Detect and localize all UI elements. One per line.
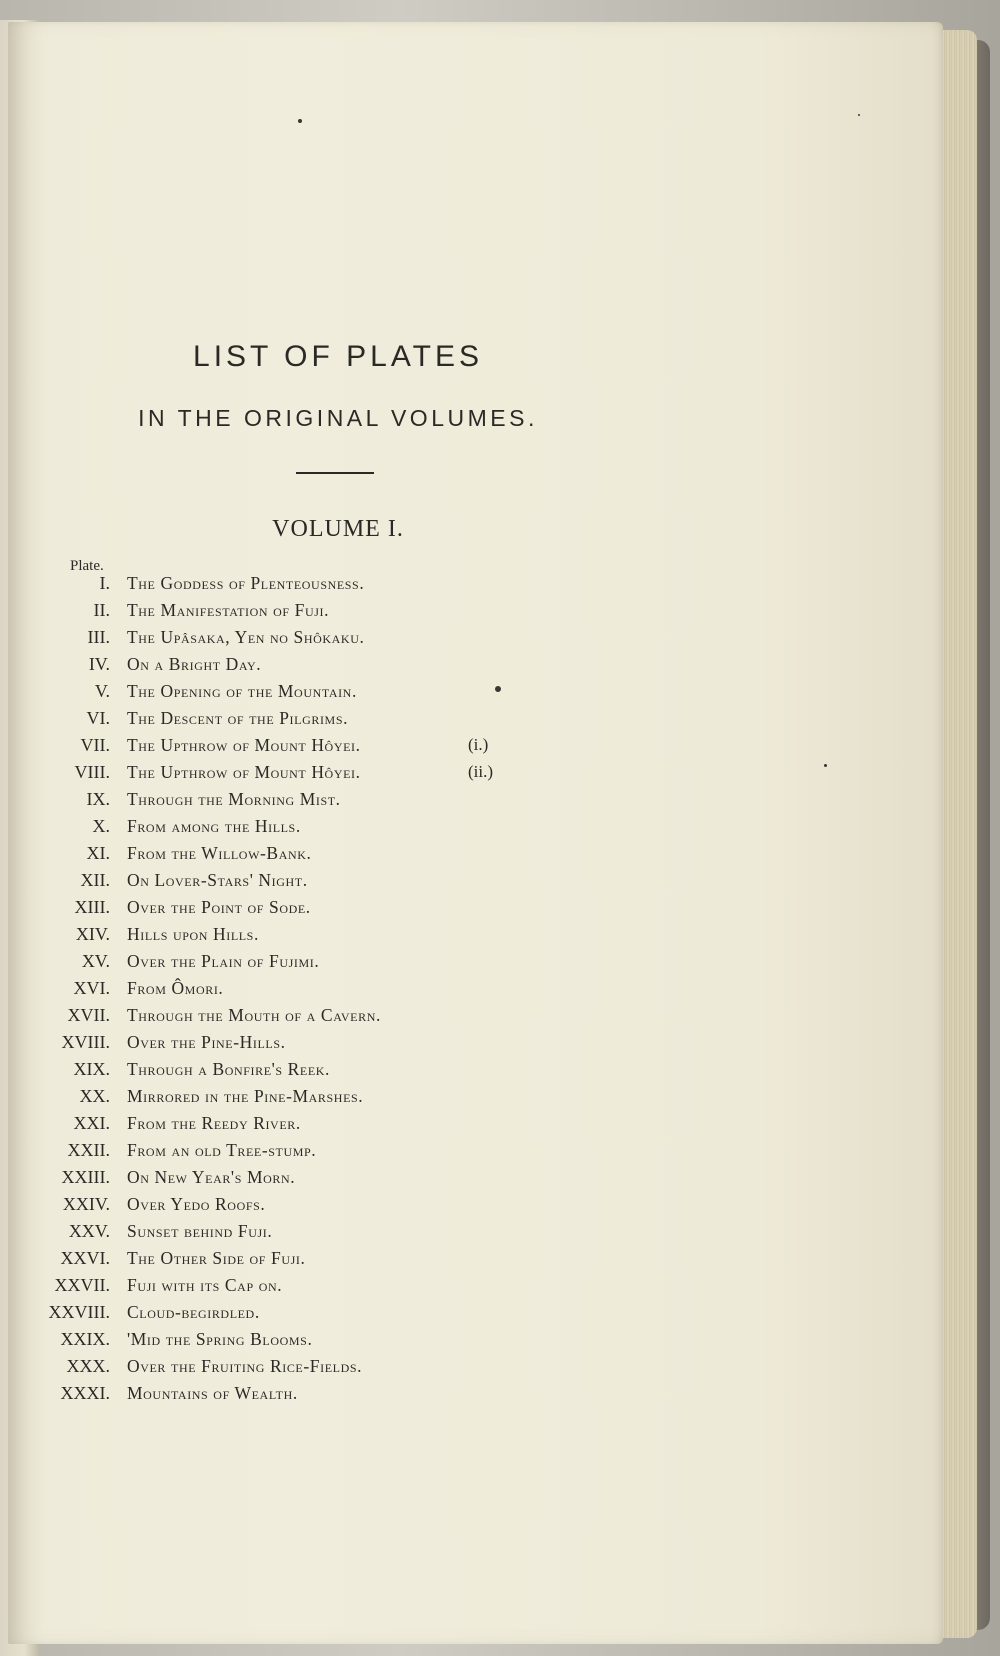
plate-numeral: XXX. xyxy=(66,1356,110,1376)
plate-title: Through a Bonfire's Reek. xyxy=(127,1059,331,1079)
plate-entry xyxy=(8,1137,608,1164)
plate-title: From among the Hills. xyxy=(127,816,301,836)
plate-numeral: XI. xyxy=(86,843,110,863)
plate-title: From the Reedy River. xyxy=(127,1113,301,1133)
plate-numeral: VII. xyxy=(80,735,110,755)
plate-numeral: XX. xyxy=(79,1086,110,1106)
plate-entry xyxy=(8,1353,608,1380)
plate-entry xyxy=(8,1218,608,1245)
plate-title: Over the Point of Sode. xyxy=(127,897,311,917)
plate-entry xyxy=(8,1326,608,1353)
plate-entry xyxy=(8,732,608,759)
plate-numeral: I. xyxy=(99,573,110,593)
plate-numeral: XVIII. xyxy=(61,1032,110,1052)
plate-entry xyxy=(8,840,608,867)
plate-title: Mirrored in the Pine-Marshes. xyxy=(127,1086,364,1106)
plate-numeral: XXXI. xyxy=(60,1383,110,1403)
plate-numeral: XV. xyxy=(81,951,110,971)
plate-entry xyxy=(8,651,608,678)
plate-entry xyxy=(8,786,608,813)
plate-entry xyxy=(8,813,608,840)
plate-title: Through the Mouth of a Cavern. xyxy=(127,1005,381,1025)
plate-title: Through the Morning Mist. xyxy=(127,789,341,809)
plate-title: Mountains of Wealth. xyxy=(127,1383,298,1403)
volume-heading: VOLUME I. xyxy=(272,516,404,542)
plate-entry xyxy=(8,759,608,786)
plate-title: 'Mid the Spring Blooms. xyxy=(127,1329,313,1349)
paper-speck xyxy=(858,114,860,116)
plate-entry xyxy=(8,624,608,651)
plate-entry xyxy=(8,678,608,705)
plate-title: Over the Pine-Hills. xyxy=(127,1032,286,1052)
book-page xyxy=(8,22,943,1644)
plate-title: Fuji with its Cap on. xyxy=(127,1275,283,1295)
plate-numeral: XXIV. xyxy=(62,1194,110,1214)
plate-numeral: XXVIII. xyxy=(48,1302,110,1322)
plate-title: From the Willow-Bank. xyxy=(127,843,312,863)
plate-numeral: VI. xyxy=(86,708,110,728)
plate-title: On a Bright Day. xyxy=(127,654,262,674)
plate-title: From an old Tree-stump. xyxy=(127,1140,317,1160)
plate-title: The Opening of the Mountain. xyxy=(127,681,357,701)
plate-numeral: XXIII. xyxy=(61,1167,110,1187)
plate-numeral: XXIX. xyxy=(60,1329,110,1349)
plate-entry xyxy=(8,1380,608,1407)
title-divider xyxy=(296,472,374,474)
plate-label-text: Plate. xyxy=(70,558,104,574)
plate-numeral: XIV. xyxy=(75,924,110,944)
plate-numeral: X. xyxy=(92,816,110,836)
plate-title: Cloud-begirdled. xyxy=(127,1302,260,1322)
plate-list xyxy=(8,570,608,1407)
plate-entry xyxy=(8,1272,608,1299)
plate-title: The Descent of the Pilgrims. xyxy=(127,708,349,728)
plate-entry xyxy=(8,1029,608,1056)
plate-title: The Goddess of Plenteousness. xyxy=(127,573,365,593)
plate-entry xyxy=(8,1191,608,1218)
plate-title: On Lover-Stars' Night. xyxy=(127,870,308,890)
plate-entry xyxy=(8,894,608,921)
plate-entry xyxy=(8,1002,608,1029)
plate-title: The Upthrow of Mount Hôyei. xyxy=(127,735,361,755)
plate-numeral: XXVI. xyxy=(60,1248,110,1268)
plate-numeral: XXV. xyxy=(68,1221,110,1241)
paper-speck xyxy=(824,764,827,767)
plate-entry xyxy=(8,975,608,1002)
plate-numeral: IV. xyxy=(88,654,110,674)
plate-numeral: XVI. xyxy=(73,978,110,998)
plate-entry xyxy=(8,1110,608,1137)
plate-entry xyxy=(8,1299,608,1326)
plate-numeral: XXVII. xyxy=(54,1275,110,1295)
plate-entry xyxy=(8,921,608,948)
plate-entry xyxy=(8,948,608,975)
plate-part-marker: (i.) xyxy=(468,735,489,754)
plate-part-marker: (ii.) xyxy=(468,762,494,781)
plate-numeral: XII. xyxy=(80,870,110,890)
plate-title: Sunset behind Fuji. xyxy=(127,1221,273,1241)
plate-entry xyxy=(8,1056,608,1083)
paper-speck xyxy=(298,119,302,123)
plate-entry xyxy=(8,705,608,732)
plate-title: From Ômori. xyxy=(127,978,224,998)
plate-numeral: XIII. xyxy=(74,897,110,917)
plate-numeral: XXI. xyxy=(73,1113,110,1133)
page-title: LIST OF PLATES xyxy=(193,340,483,373)
plate-numeral: V. xyxy=(94,681,110,701)
plate-numeral: XVII. xyxy=(67,1005,110,1025)
plate-title: The Manifestation of Fuji. xyxy=(127,600,330,620)
plate-entry xyxy=(8,867,608,894)
plate-numeral: III. xyxy=(87,627,110,647)
plate-entry xyxy=(8,597,608,624)
plate-title: On New Year's Morn. xyxy=(127,1167,296,1187)
plate-numeral: II. xyxy=(93,600,110,620)
plate-title: Hills upon Hills. xyxy=(127,924,259,944)
plate-entry xyxy=(8,1083,608,1110)
plate-numeral: XIX. xyxy=(73,1059,110,1079)
plate-title: Over Yedo Roofs. xyxy=(127,1194,266,1214)
plate-numeral: VIII. xyxy=(74,762,110,782)
plate-entry xyxy=(8,570,608,597)
plate-title: Over the Fruiting Rice-Fields. xyxy=(127,1356,363,1376)
plate-entry xyxy=(8,1164,608,1191)
plate-numeral: IX. xyxy=(86,789,110,809)
plate-title: The Upâsaka, Yen no Shôkaku. xyxy=(127,627,365,647)
plate-entry xyxy=(8,1245,608,1272)
plate-title: Over the Plain of Fujimi. xyxy=(127,951,320,971)
plate-title: The Upthrow of Mount Hôyei. xyxy=(127,762,361,782)
plate-numeral: XXII. xyxy=(67,1140,110,1160)
plate-title: The Other Side of Fuji. xyxy=(127,1248,306,1268)
page-subtitle: IN THE ORIGINAL VOLUMES. xyxy=(138,405,538,431)
